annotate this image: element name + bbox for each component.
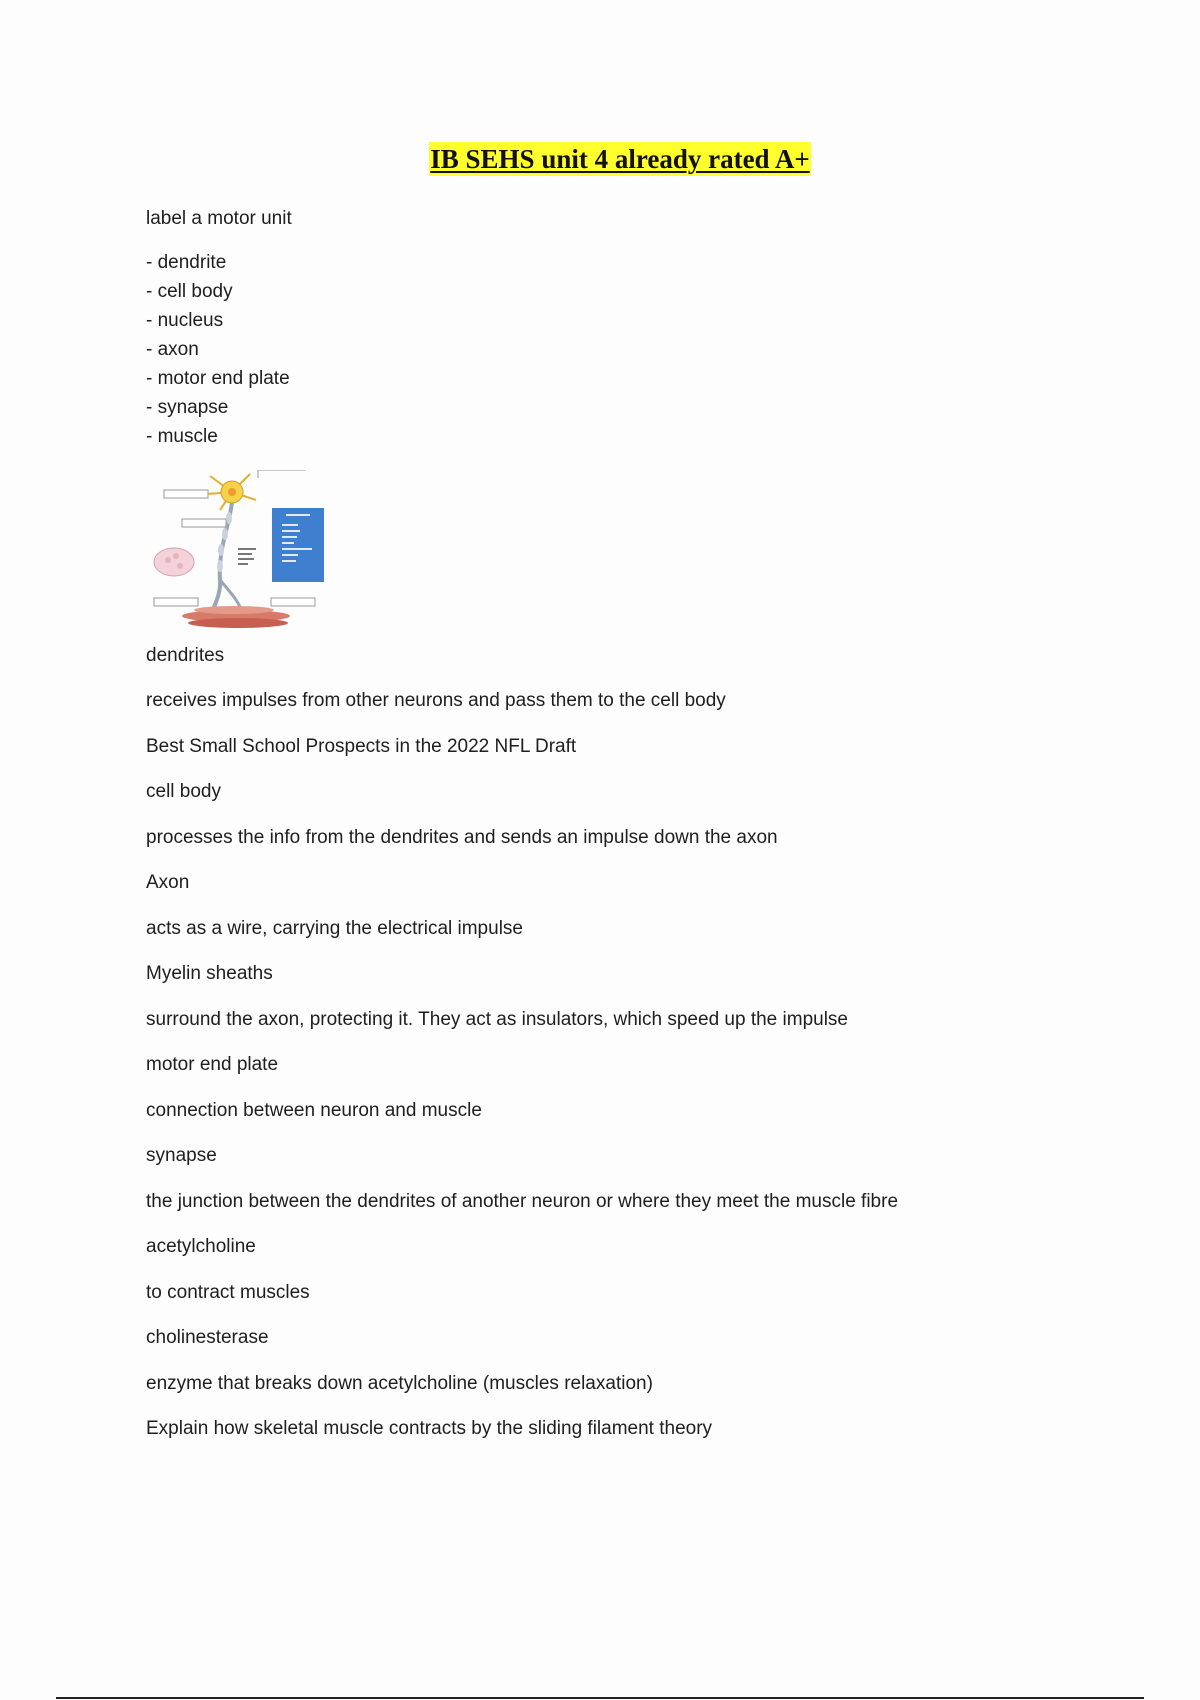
- label-list-item: - synapse: [146, 397, 229, 418]
- intro-text: label a motor unit: [146, 208, 292, 229]
- definition: the junction between the dendrites of another neuron or where they meet the muscle fibre: [146, 1191, 899, 1212]
- word-bank-panel: [272, 508, 324, 582]
- definition: processes the info from the dendrites and sends an impulse down the axon: [146, 827, 778, 848]
- ad-text: Best Small School Prospects in the 2022 NFL Draft: [146, 736, 577, 757]
- definition: to contract muscles: [146, 1282, 310, 1303]
- label-list-item: - dendrite: [146, 252, 227, 273]
- motor-unit-diagram: [146, 470, 336, 630]
- label-box: [164, 490, 208, 498]
- term: Axon: [146, 872, 190, 893]
- synapse-illustration: [154, 548, 194, 576]
- definition: surround the axon, protecting it. They act as insulators, which speed up the impulse: [146, 1009, 848, 1030]
- title-block: [0, 142, 1200, 176]
- footer-rule: [56, 1697, 1144, 1699]
- term: dendrites: [146, 645, 225, 666]
- term: motor end plate: [146, 1054, 279, 1075]
- question: Explain how skeletal muscle contracts by the sliding filament theory: [146, 1418, 713, 1439]
- document-title: IB SEHS unit 4 already rated A+: [430, 144, 810, 174]
- label-list-item: - cell body: [146, 281, 233, 302]
- definition: receives impulses from other neurons and pass them to the cell body: [146, 690, 726, 711]
- label-list-item: - motor end plate: [146, 368, 290, 389]
- term: acetylcholine: [146, 1236, 256, 1257]
- label-line: [258, 470, 306, 478]
- diagram-annotation: [238, 548, 256, 565]
- muscle-fibres: [182, 606, 290, 628]
- label-list-item: - axon: [146, 339, 199, 360]
- definition: enzyme that breaks down acetylcholine (muscles relaxation): [146, 1373, 653, 1394]
- label-list-item: - muscle: [146, 426, 218, 447]
- definition: acts as a wire, carrying the electrical impulse: [146, 918, 523, 939]
- label-box: [154, 598, 198, 606]
- label-box: [271, 598, 315, 606]
- term: Myelin sheaths: [146, 963, 273, 984]
- definition: connection between neuron and muscle: [146, 1100, 482, 1121]
- term: cell body: [146, 781, 221, 802]
- term: synapse: [146, 1145, 217, 1166]
- label-box: [182, 519, 226, 527]
- label-list-item: - nucleus: [146, 310, 224, 331]
- term: cholinesterase: [146, 1327, 269, 1348]
